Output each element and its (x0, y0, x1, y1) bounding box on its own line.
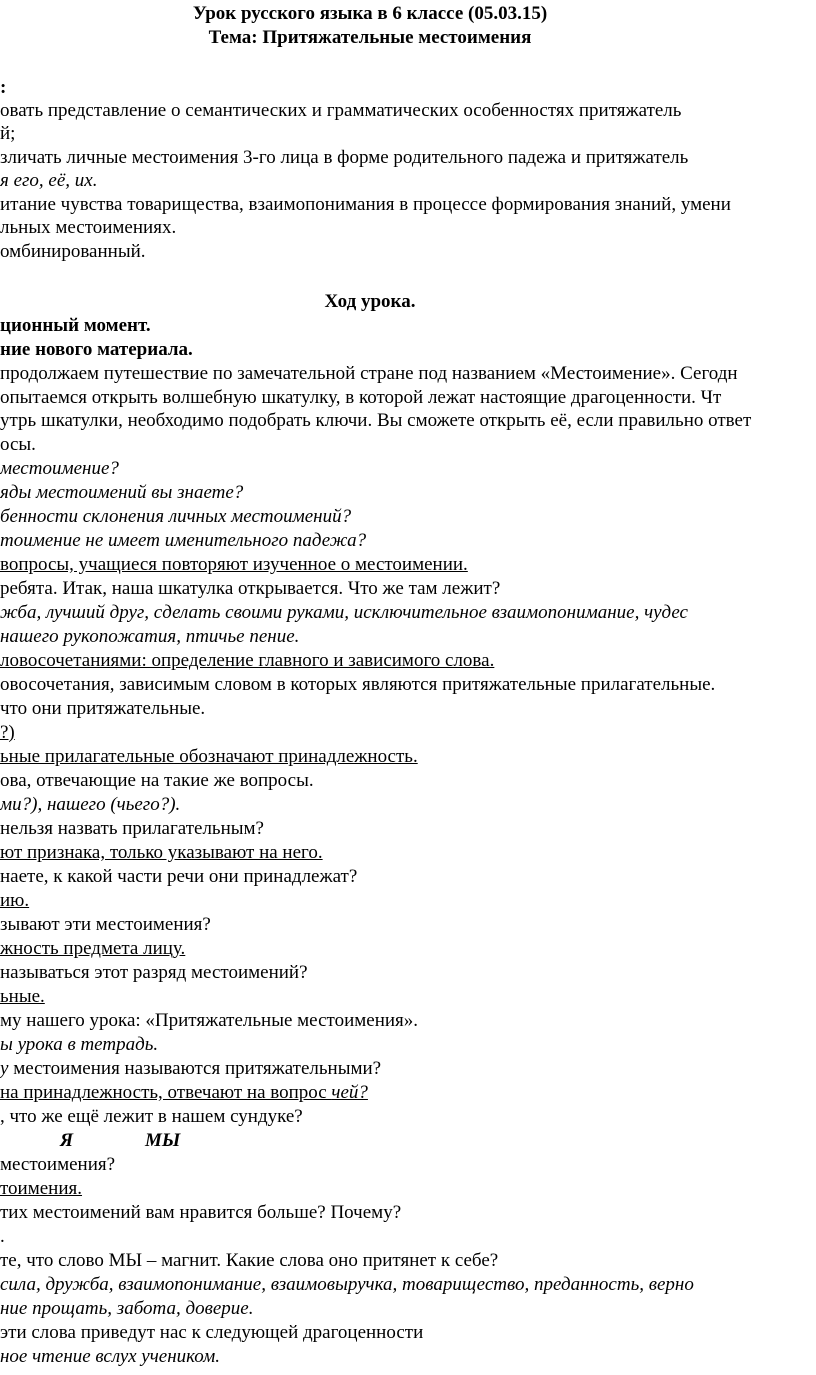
text-line: нашего рукопожатия, птичье пение. (0, 626, 300, 647)
text-line: , что же ещё лежит в нашем сундуке? (0, 1106, 303, 1127)
text-line: овосочетания, зависимым словом в которых являются притяжательные прилагательные. (0, 674, 716, 695)
goal-line: я его, её, их. (0, 170, 98, 191)
question-line: тоимение не имеет именительного падежа? (0, 530, 367, 551)
question-line: яды местоимений вы знаете? (0, 482, 244, 503)
goal-line: овать представление о семантических и грамматических особенностях притяжатель (0, 100, 682, 121)
text-line: продолжаем путешествие по замечательной стране под названием «Местоимение». Сегодн (0, 363, 738, 384)
text-line: ние прощать, забота, доверие. (0, 1298, 254, 1319)
text-line: ы урока в тетрадь. (0, 1034, 159, 1055)
goal-line: зличать личные местоимения 3-го лица в форме родительного падежа и притяжатель (0, 147, 689, 168)
text-fragment: местоимения называются притяжательными? (8, 1058, 382, 1079)
text-line: жба, лучший друг, сделать своими руками, исключительное взаимопонимание, чудес (0, 602, 688, 623)
text-line: те, что слово МЫ – магнит. Какие слова оно притянет к себе? (0, 1250, 499, 1271)
text-line: ию. (0, 890, 30, 911)
text-line: ловосочетаниями: определение главного и зависимого слова. (0, 650, 495, 671)
text-fragment: на принадлежность, отвечают на вопрос (0, 1082, 332, 1103)
text-fragment: у (0, 1058, 9, 1079)
text-line (0, 1081, 368, 1105)
goals-label: : (0, 77, 7, 98)
text-line: ?) (0, 722, 15, 743)
text-line: нельзя назвать прилагательным? (0, 818, 264, 839)
question-line: бенности склонения личных местоимений? (0, 506, 352, 527)
text-line: местоимения? (0, 1154, 116, 1175)
goal-line: й; (0, 123, 16, 144)
text-line: тих местоимений вам нравится больше? Почему? (0, 1202, 402, 1223)
lesson-type-line: омбинированный. (0, 241, 146, 262)
question-line: местоимение? (0, 458, 119, 479)
text-line: вопросы, учащиеся повторяют изученное о местоимении. (0, 554, 468, 575)
text-line: ют признака, только указывают на него. (0, 842, 323, 863)
stage-heading: ционный момент. (0, 315, 151, 336)
goal-line: итание чувства товарищества, взаимопонимания в процессе формирования знаний, умени (0, 194, 731, 215)
text-line: ребята. Итак, наша шкатулка открывается. Что же там лежит? (0, 578, 501, 599)
pronoun-my: МЫ (145, 1130, 181, 1151)
text-line: что они притяжательные. (0, 698, 206, 719)
text-line: . (0, 1226, 5, 1247)
text-line: называться этот разряд местоимений? (0, 962, 308, 983)
text-line: му нашего урока: «Притяжательные местоимения». (0, 1010, 419, 1031)
course-title: Ход урока. (324, 291, 416, 312)
lesson-header: Урок русского языка в 6 классе (05.03.15) (192, 3, 548, 24)
stage-heading: ние нового материала. (0, 339, 193, 360)
text-line: ьные прилагательные обозначают принадлежность. (0, 746, 418, 767)
text-line (0, 1057, 381, 1081)
text-line: ова, отвечающие на такие же вопросы. (0, 770, 314, 791)
text-line: тоимения. (0, 1178, 83, 1199)
text-line: эти слова приведут нас к следующей драгоценности (0, 1322, 424, 1343)
text-line: зывают эти местоимения? (0, 914, 211, 935)
text-line: опытаемся открыть волшебную шкатулку, в которой лежат настоящие драгоценности. Чт (0, 387, 722, 408)
text-line: ьные. (0, 986, 45, 1007)
text-line: жность предмета лицу. (0, 938, 186, 959)
text-line: сила, дружба, взаимопонимание, взаимовыручка, товарищество, преданность, верно (0, 1274, 694, 1295)
text-fragment: чей? (331, 1082, 368, 1103)
text-line: ми?), нашего (чьего?). (0, 794, 181, 815)
goal-line: льных местоимениях. (0, 217, 177, 238)
lesson-topic: Тема: Притяжательные местоимения (208, 27, 532, 48)
text-line: ное чтение вслух учеником. (0, 1346, 220, 1367)
text-line: утрь шкатулки, необходимо подобрать ключи. Вы сможете открыть её, если правильно ответ (0, 410, 752, 431)
text-line: осы. (0, 434, 36, 455)
pronoun-ya: Я (60, 1130, 74, 1151)
text-line: наете, к какой части речи они принадлежат? (0, 866, 358, 887)
